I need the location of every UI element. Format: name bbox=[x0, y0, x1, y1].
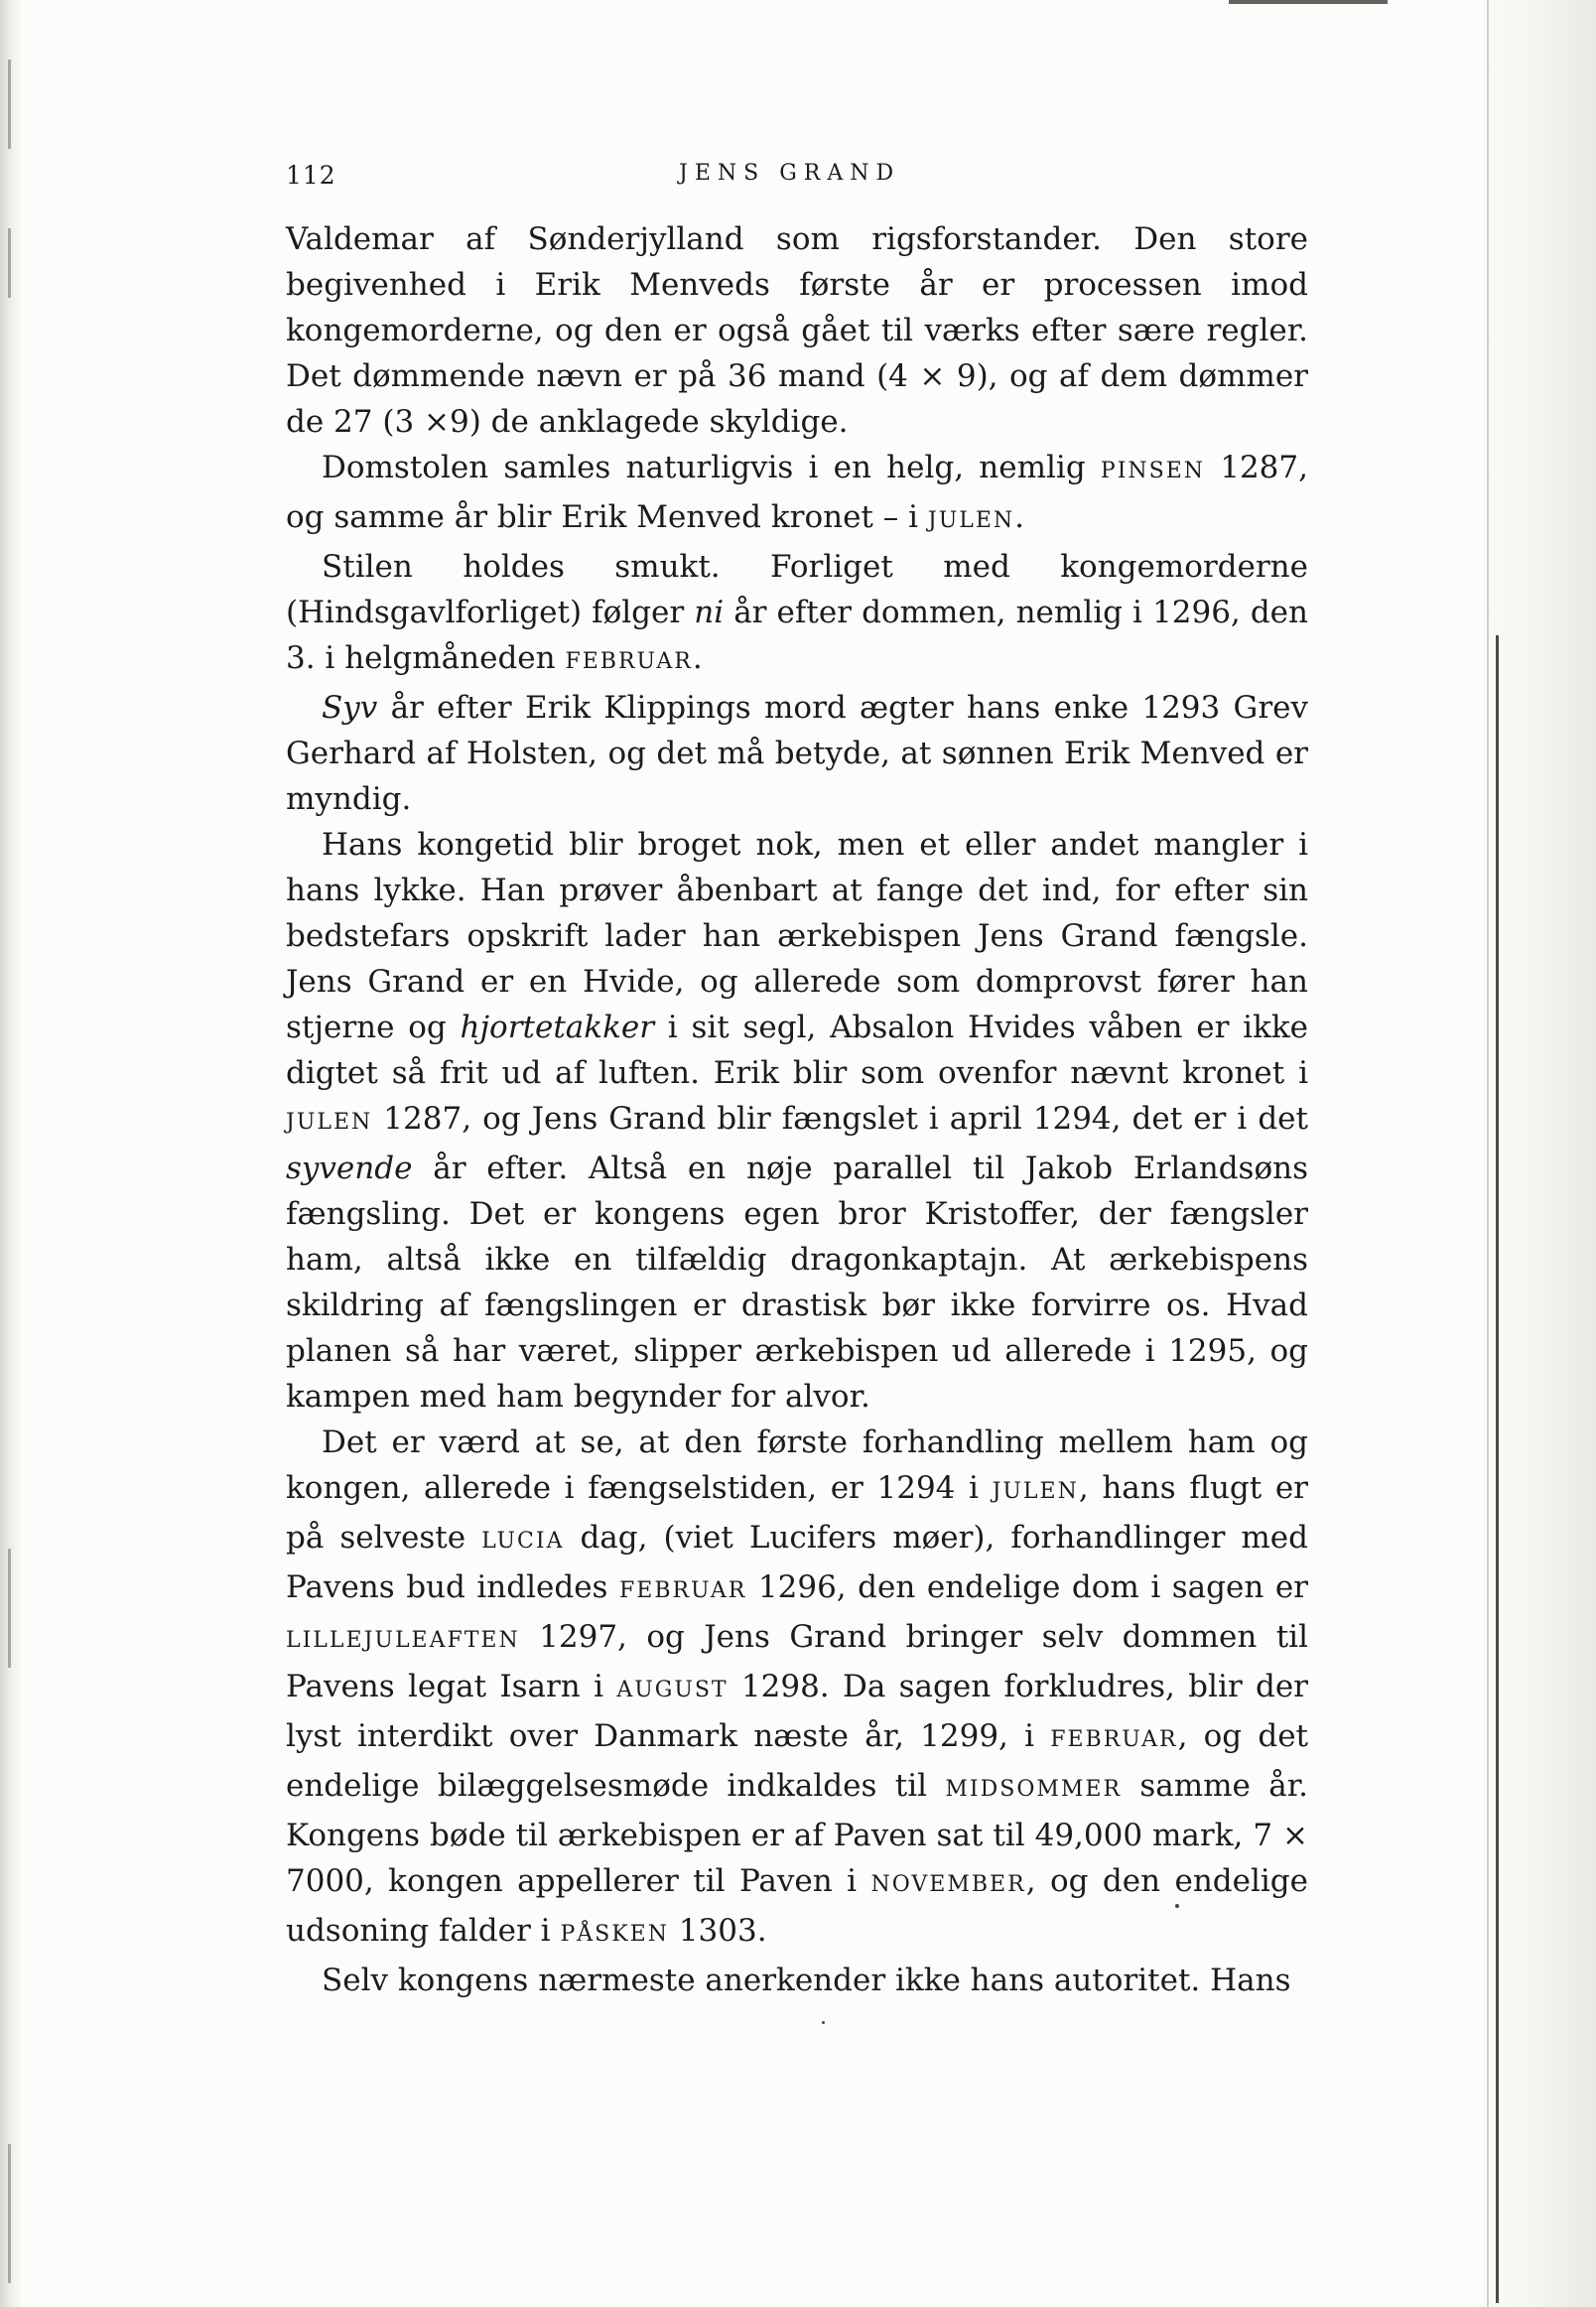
paragraph bbox=[286, 544, 1308, 685]
paragraph bbox=[286, 1958, 1308, 2003]
text-run: Valdemar af Sønderjylland som rigsforstander. Den store begivenhed i Erik Menveds første år er processen imod kongemorderne, og den er også gået til værks efter sære regler. Det dømmende nævn er på 36 mand (4 × 9), og af dem dømmer de 27 (3 ×9) de anklagede skyldige. bbox=[286, 221, 1308, 440]
small-caps-text: JULEN bbox=[992, 1479, 1079, 1504]
italic-text: syvende bbox=[286, 1151, 413, 1186]
text-run: Selv kongens nærmeste anerkender ikke hans autoritet. Hans bbox=[322, 1963, 1291, 1998]
small-caps-text: LILLEJULEAFTEN bbox=[286, 1628, 520, 1653]
paragraph bbox=[286, 216, 1308, 445]
text-run: Det er værd at se, at den første forhandling mellem ham og kongen, allerede i fængselstiden, er 1294 i bbox=[286, 1425, 1308, 1506]
text-run: 1298. Da sagen forkludres, blir der lyst interdikt over Danmark næste år, 1299, i bbox=[286, 1669, 1308, 1754]
text-run: , og den endelige udsoning falder i bbox=[286, 1863, 1308, 1949]
text-run: . bbox=[1014, 499, 1025, 535]
page-header bbox=[286, 161, 1308, 197]
small-caps-text: NOVEMBER bbox=[870, 1872, 1026, 1897]
text-run: år efter. Altså en nøje parallel til Jakob Erlandsøns fængsling. Det er kongens egen bror Kristoffer, der fængsler ham, altså ikke en tilfældig dragonkaptajn. At ærkebispens skildring af fængslingen er drastisk bør ikke forvirre os. Hvad planen så har været, slipper ærkebispen ud allerede i 1295, og kampen med ham begynder for alvor. bbox=[286, 1151, 1308, 1415]
text-run: Domstolen samles naturligvis i en helg, nemlig bbox=[322, 450, 1101, 485]
print-speck bbox=[1175, 1904, 1179, 1908]
text-run: 1287, og samme år blir Erik Menved kronet – i bbox=[286, 450, 1308, 535]
small-caps-text: FEBRUAR bbox=[1050, 1727, 1178, 1752]
paragraph bbox=[286, 1420, 1308, 1958]
small-caps-text: LUCIA bbox=[481, 1529, 565, 1554]
page-edge-shadow bbox=[1496, 635, 1499, 2303]
small-caps-text: AUGUST bbox=[616, 1678, 729, 1702]
text-run: i sit segl, Absalon Hvides våben er ikke digtet så frit ud af luften. Erik blir som ovenfor nævnt kronet i bbox=[286, 1010, 1309, 1091]
italic-text: hjortetakker bbox=[460, 1010, 655, 1045]
left-page-edge bbox=[0, 0, 22, 2307]
text-run: dag, (viet Lucifers møer), forhandlinger med Pavens bud indledes bbox=[286, 1520, 1309, 1605]
text-run: 1303. bbox=[668, 1913, 767, 1949]
running-title: JENS GRAND bbox=[679, 161, 901, 186]
text-run: samme år. Kongens bøde til ærkebispen er af Paven sat til 49,000 mark, 7 × 7000, kongen appellerer til Paven i bbox=[286, 1768, 1309, 1899]
text-run: . bbox=[692, 640, 703, 676]
page-edge-line bbox=[1487, 0, 1489, 2307]
small-caps-text: JULEN bbox=[286, 1110, 373, 1135]
paragraph bbox=[286, 445, 1308, 544]
text-run: 1297, og Jens Grand bringer selv dommen til Pavens legat Isarn i bbox=[286, 1619, 1308, 1704]
page-number: 112 bbox=[286, 161, 336, 190]
text-run: Hans kongetid blir broget nok, men et eller andet mangler i hans lykke. Han prøver åbenbart at fange det ind, for efter sin bedstefars opskrift lader han ærkebispen Jens Grand fængsle. Jens Grand er en Hvide, og allerede som domprovst fører han stjerne og bbox=[286, 827, 1308, 1045]
text-run: 1296, den endelige dom i sagen er bbox=[746, 1569, 1308, 1605]
body-text bbox=[286, 216, 1308, 2003]
small-caps-text: FEBRUAR bbox=[565, 649, 693, 674]
small-caps-text: PÅSKEN bbox=[560, 1922, 669, 1947]
text-run: , og det endelige bilæggelsesmøde indkaldes til bbox=[286, 1718, 1308, 1804]
text-run: år efter dommen, nemlig i 1296, den 3. i helgmåneden bbox=[286, 595, 1308, 676]
text-run: , hans flugt er på selveste bbox=[286, 1470, 1308, 1556]
edge-shadow-mark bbox=[8, 228, 11, 298]
small-caps-text: JULEN bbox=[927, 508, 1015, 533]
print-speck bbox=[822, 2021, 825, 2024]
top-edge-shadow bbox=[1229, 0, 1388, 4]
paragraph bbox=[286, 822, 1308, 1420]
italic-text: ni bbox=[694, 595, 725, 630]
edge-shadow-mark bbox=[8, 2144, 11, 2283]
text-run: 1287, og Jens Grand blir fængslet i april 1294, det er i det bbox=[372, 1101, 1308, 1137]
edge-shadow-mark bbox=[8, 60, 11, 149]
italic-text: Syv bbox=[322, 690, 378, 726]
paragraph bbox=[286, 685, 1308, 822]
small-caps-text: PINSEN bbox=[1100, 459, 1206, 483]
text-run: Stilen holdes smukt. Forliget med kongemorderne (Hindsgavlforliget) følger bbox=[286, 549, 1308, 630]
small-caps-text: MIDSOMMER bbox=[945, 1777, 1123, 1802]
small-caps-text: FEBRUAR bbox=[619, 1578, 747, 1603]
text-run: år efter Erik Klippings mord ægter hans enke 1293 Grev Gerhard af Holsten, og det må betyde, at sønnen Erik Menved er myndig. bbox=[286, 690, 1308, 817]
edge-shadow-mark bbox=[8, 1549, 11, 1668]
